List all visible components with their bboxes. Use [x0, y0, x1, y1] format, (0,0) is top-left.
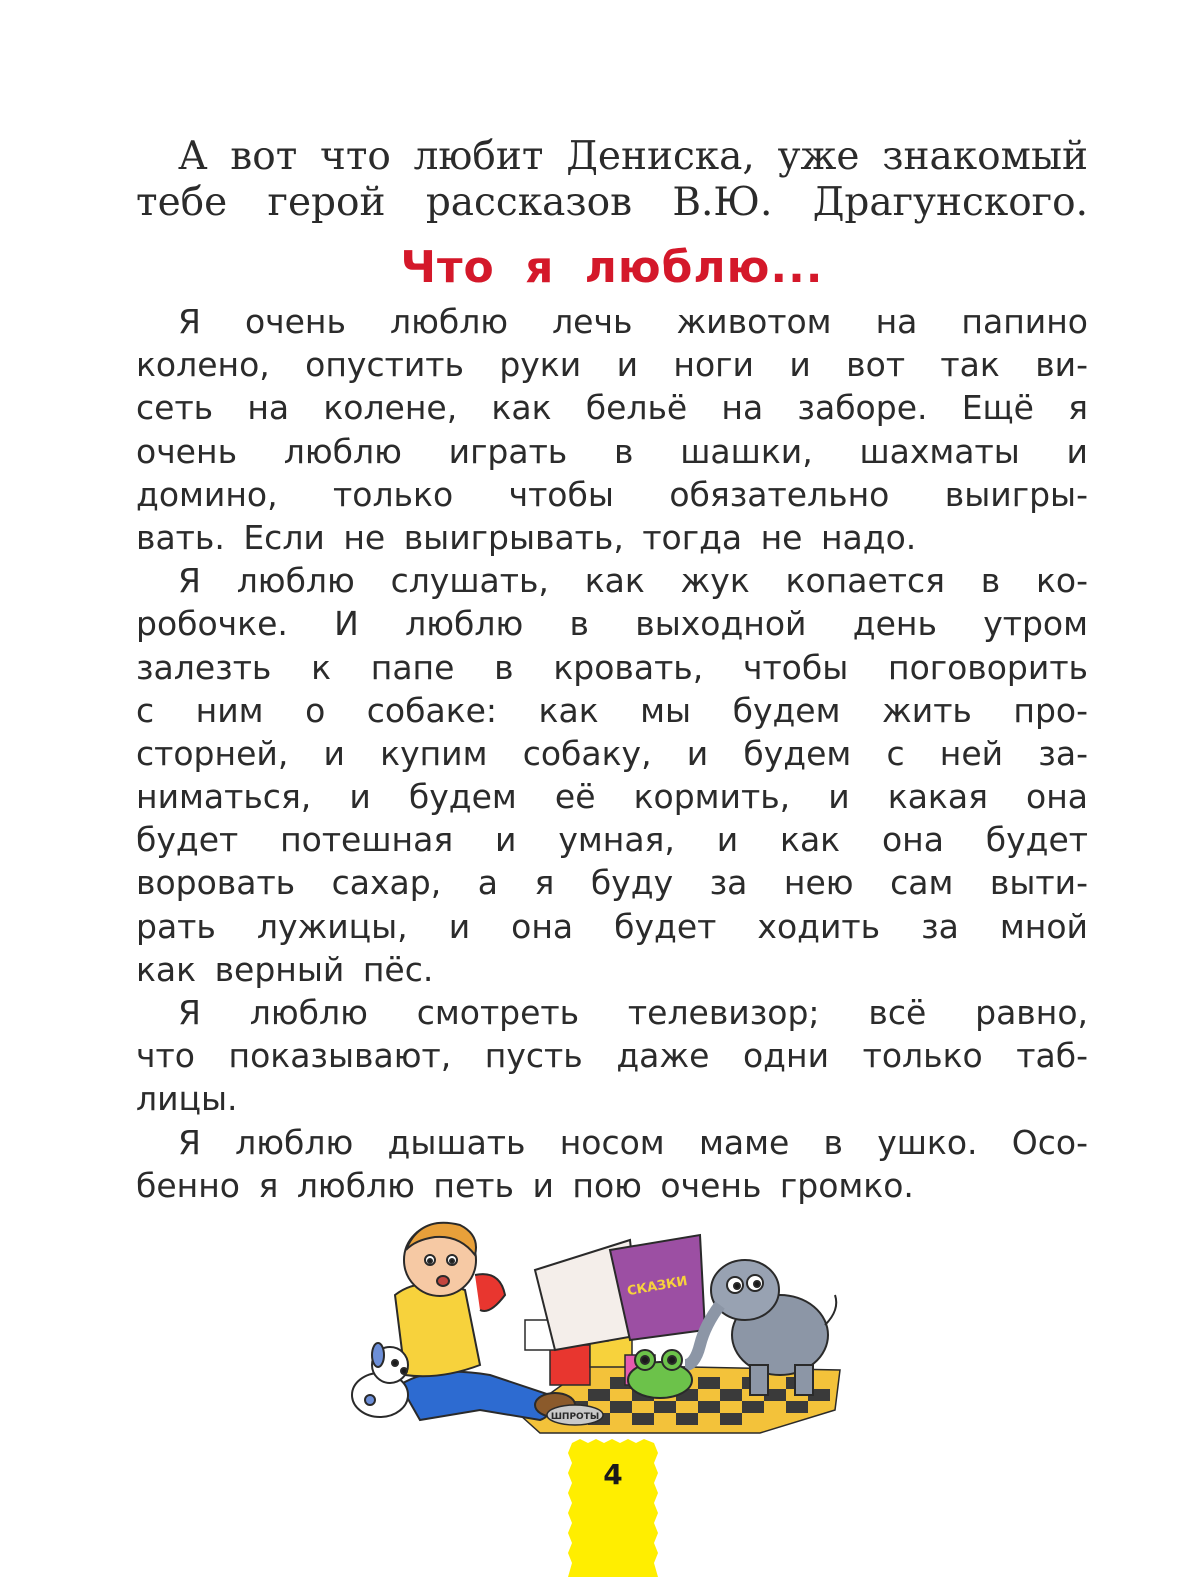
story-line: Я очень люблю лечь животом на папино — [178, 302, 1088, 341]
story-line: сеть на колене, как бельё на заборе. Ещё я — [136, 388, 1088, 428]
book-icon — [535, 1235, 705, 1350]
story-line: Я люблю слушать, как жук копается в ко- — [178, 561, 1088, 601]
story-line: вать. Если не выигрывать, тогда не надо. — [136, 517, 917, 557]
story-line: сторней, и купим собаку, и будем с ней за- — [136, 733, 1088, 773]
story-line: рать лужицы, и она будет ходить за мной — [136, 906, 1088, 946]
story-line: колено, опустить руки и ноги и вот так ви- — [136, 345, 1088, 385]
story-line: воровать сахар, а я буду за нею сам выти- — [136, 863, 1088, 903]
story-line: бенно я люблю петь и пою очень громко. — [136, 1165, 914, 1205]
story-line: Я люблю дышать носом маме в ушко. Осо- — [178, 1122, 1088, 1162]
book-label: СКАЗКИ — [626, 1273, 689, 1300]
intro-line: тебе герой рассказов В.Ю. Драгунского. — [136, 180, 1088, 225]
story-line: как верный пёс. — [136, 949, 434, 989]
story-line: залезть к папе в кровать, чтобы поговорить — [136, 647, 1088, 687]
story-line: будет потешная и умная, и как она будет — [136, 820, 1088, 860]
intro-line: А вот что любит Дениска, уже знакомый — [178, 134, 1088, 179]
story-line: робочке. И люблю в выходной день утром — [136, 604, 1088, 644]
story-line: Я люблю смотреть телевизор; всё равно, — [178, 993, 1088, 1032]
puppy-icon — [352, 1343, 408, 1417]
story-text — [136, 300, 1088, 1207]
story-title: Что я люблю... — [400, 242, 824, 293]
page-number: 4 — [603, 1458, 623, 1491]
story-line: ниматься, и будем её кормить, и какая она — [136, 777, 1088, 817]
illustration-boy-with-toys — [340, 1215, 850, 1440]
can-icon — [547, 1405, 603, 1425]
story-line: лицы. — [136, 1079, 238, 1119]
story-line: с ним о собаке: как мы будем жить про- — [136, 690, 1088, 730]
intro-paragraph — [136, 134, 1088, 226]
frog-icon — [628, 1350, 692, 1398]
can-label: ШПРОТЫ — [550, 1412, 600, 1422]
story-line: очень люблю играть в шашки, шахматы и — [136, 431, 1088, 471]
story-line: что показывают, пусть даже одни только таб- — [136, 1036, 1088, 1076]
story-line: домино, только чтобы обязательно выигры- — [136, 474, 1088, 514]
